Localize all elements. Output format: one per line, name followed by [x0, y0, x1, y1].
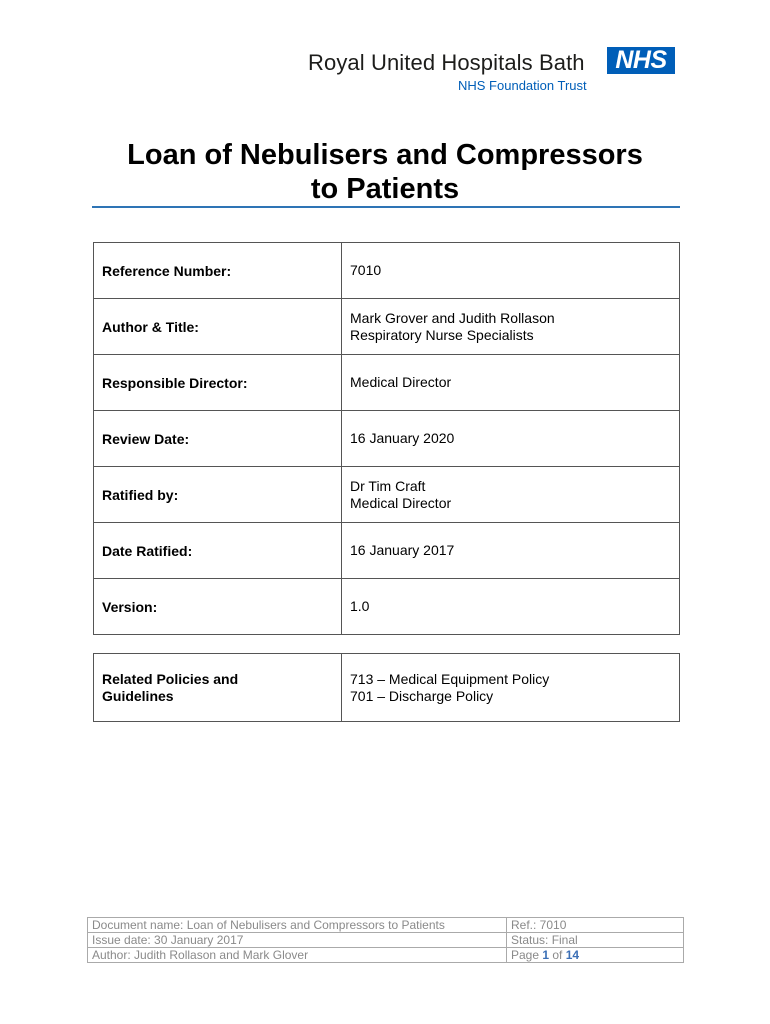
details-value-line: 16 January 2017	[350, 542, 455, 558]
details-row	[94, 299, 680, 355]
details-label: Version:	[94, 579, 342, 635]
footer-page-number	[507, 948, 684, 963]
details-value	[342, 243, 680, 299]
details-label: Date Ratified:	[94, 523, 342, 579]
details-label: Responsible Director:	[94, 355, 342, 411]
page-prefix: Page	[511, 948, 543, 962]
details-row	[94, 243, 680, 299]
details-label: Ratified by:	[94, 467, 342, 523]
footer-ref: Ref.: 7010	[507, 918, 684, 933]
title-line-2: to Patients	[310, 173, 460, 205]
details-value	[342, 299, 680, 355]
details-value-line: 7010	[350, 262, 382, 278]
details-row	[94, 523, 680, 579]
details-value-line: Respiratory Nurse Specialists	[350, 326, 534, 343]
footer-author: Author: Judith Rollason and Mark Glover	[88, 948, 507, 963]
details-value	[342, 355, 680, 411]
trust-name: NHS Foundation Trust	[458, 78, 587, 93]
details-row	[94, 355, 680, 411]
details-label: Review Date:	[94, 411, 342, 467]
details-value	[342, 523, 680, 579]
nhs-logo-badge: NHS	[607, 47, 675, 74]
details-row	[94, 411, 680, 467]
document-details-table	[93, 242, 680, 635]
footer-status: Status: Final	[507, 933, 684, 948]
details-value-line: Mark Grover and Judith Rollason	[350, 309, 555, 326]
page-total: 14	[565, 948, 580, 962]
related-policy-item: 713 – Medical Equipment Policy	[350, 670, 550, 687]
document-footer	[87, 917, 684, 963]
related-policies-row	[94, 654, 680, 722]
page-current: 1	[542, 948, 550, 962]
document-title	[0, 138, 770, 206]
title-line-1: Loan of Nebulisers and Compressors	[127, 139, 643, 171]
related-policy-item: 701 – Discharge Policy	[350, 687, 494, 704]
details-label: Author & Title:	[94, 299, 342, 355]
footer-doc-name: Document name: Loan of Nebulisers and Compressors to Patients	[88, 918, 507, 933]
title-underline	[92, 206, 680, 208]
details-value-line: 16 January 2020	[350, 430, 455, 446]
related-policies-table	[93, 653, 680, 722]
details-value-line: Medical Director	[350, 374, 452, 390]
related-policies-label	[94, 654, 342, 722]
page-of: of	[549, 948, 566, 962]
trust-logo	[300, 44, 680, 96]
details-row	[94, 467, 680, 523]
details-label: Reference Number:	[94, 243, 342, 299]
details-row	[94, 579, 680, 635]
related-policies-value	[342, 654, 680, 722]
org-name: Royal United Hospitals Bath	[308, 50, 585, 75]
details-value	[342, 411, 680, 467]
related-label-line: Related Policies and	[102, 670, 239, 687]
related-label-line: Guidelines	[102, 687, 174, 704]
details-value-line: 1.0	[350, 598, 370, 614]
footer-issue-date: Issue date: 30 January 2017	[88, 933, 507, 948]
details-value	[342, 579, 680, 635]
details-value	[342, 467, 680, 523]
details-value-line: Medical Director	[350, 494, 452, 511]
details-value-line: Dr Tim Craft	[350, 477, 426, 494]
